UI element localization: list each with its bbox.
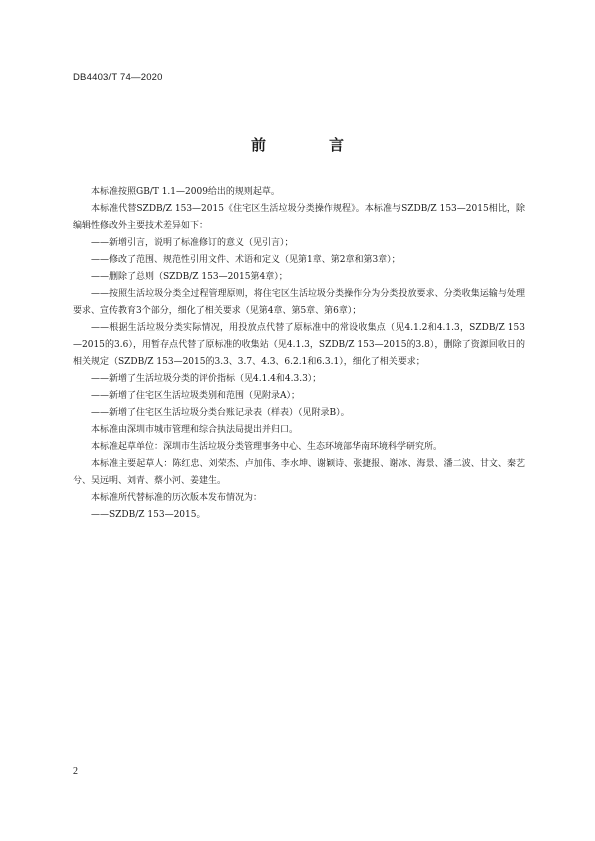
- paragraph: 本标准代替SZDB/Z 153—2015《住宅区生活垃圾分类操作规程》。本标准与SZDB/Z 153—2015相比，除编辑性修改外主要技术差异如下：: [73, 204, 525, 231]
- foreword-body: [73, 184, 525, 524]
- standard-code: DB4403/T 74—2020: [73, 72, 163, 83]
- paragraph: ——按照生活垃圾分类全过程管理原则，将住宅区生活垃圾分类操作分为分类投放要求、分类收集运输与处理要求、宣传教育3个部分，细化了相关要求（见第4章、第5章、第6章）；: [73, 289, 525, 316]
- paragraph: 本标准由深圳市城市管理和综合执法局提出并归口。: [91, 425, 299, 435]
- paragraph: 本标准起草单位：深圳市生活垃圾分类管理事务中心、生态环境部华南环境科学研究所。: [91, 442, 443, 452]
- paragraph: ——新增了住宅区生活垃圾类别和范围（见附录A）；: [91, 391, 301, 401]
- paragraph: 本标准按照GB/T 1.1—2009给出的规则起草。: [91, 187, 280, 197]
- paragraph: ——新增了住宅区生活垃圾分类台账记录表（样表）（见附录B）。: [91, 408, 350, 418]
- paragraph: ——新增了生活垃圾分类的评价指标（见4.1.4和4.3.3）；: [91, 374, 322, 384]
- page-number: 2: [73, 766, 78, 777]
- page-title: 前 言: [250, 136, 368, 154]
- paragraph: ——修改了范围、规范性引用文件、术语和定义（见第1章、第2章和第3章）；: [91, 255, 401, 265]
- paragraph: 本标准所代替标准的历次版本发布情况为：: [91, 493, 263, 503]
- paragraph: ——SZDB/Z 153—2015。: [91, 510, 206, 520]
- paragraph: ——新增引言，说明了标准修订的意义（见引言）；: [91, 238, 294, 248]
- paragraph: ——根据生活垃圾分类实际情况，用投放点代替了原标准中的常设收集点（见4.1.2和4.1.3，SZDB/Z 153—2015的3.6），用暂存点代替了原标准的收集站（见4.1.3，SZDB/Z 153—2015的3.8），删除了资源回收日的相关规定（SZDB/Z 153—2015的3.3、3.7、4.3、6.2.1和6.3.1），细化了相关要求；: [73, 323, 525, 367]
- paragraph: ——删除了总则（SZDB/Z 153—2015第4章）；: [91, 272, 288, 282]
- paragraph: 本标准主要起草人：陈红忠、刘荣杰、卢加伟、李水坤、谢颖诗、张捷报、谢冰、海景、潘二波、甘文、秦艺兮、吴远明、刘青、蔡小河、姜建生。: [73, 459, 525, 486]
